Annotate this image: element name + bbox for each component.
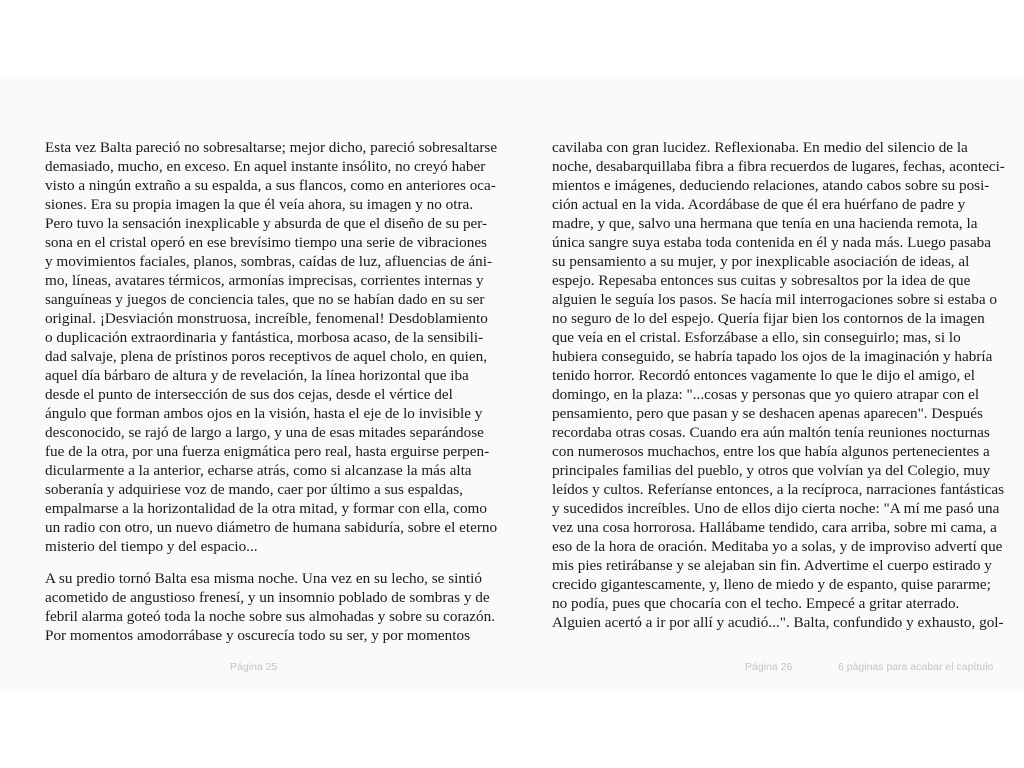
text-line: fue de la otra, por una fuerza enigmática pero real, hasta erguirse perpen- [45, 443, 490, 460]
text-line: mis pies retirábanse y se alejaban sin fin. Advertime el cuerpo estirado y [552, 557, 992, 574]
text-line: dicularmente a la anterior, echarse atrás, como si alcanzase la más alta [45, 462, 472, 479]
text-line: soberanía y adquiriese voz de mando, caer por último a sus espaldas, [45, 481, 463, 498]
text-line: Pero tuvo la sensación inexplicable y absurda de que el diseño de su per- [45, 215, 488, 232]
text-line: desde el punto de intersección de sus dos cejas, desde el vértice del [45, 386, 453, 403]
text-line: leídos y cultos. Referíanse entonces, a la recíproca, narraciones fantásticas [552, 481, 1005, 498]
text-line: única sangre suya estaba toda contenida en él y nada más. Luego pasaba [552, 234, 991, 251]
page-number-right: Página 26 [745, 661, 793, 673]
text-line: madre, y que, salvo una hermana que tenía en una hacienda remota, la [552, 215, 978, 232]
text-line: o duplicación extraordinaria y fantástica, morbosa acaso, de la sensibili- [45, 329, 484, 346]
book-reader [0, 77, 1024, 691]
text-line: con numerosos muchachos, entre los que había algunos pertenecientes a [552, 443, 990, 460]
pages-remaining-in-chapter: 6 páginas para acabar el capítulo [838, 661, 994, 673]
text-line: su pensamiento a su mujer, y por inexplicable asociación de ideas, al [552, 253, 970, 270]
text-line: principales familias del pueblo, y otros que volvían ya del Colegio, muy [552, 462, 991, 479]
text-line: febril alarma goteó toda la noche sobre sus almohadas y sobre su corazón. [45, 608, 495, 625]
text-line: noche, desabarquillaba fibra a fibra recuerdos de lugares, fechas, aconteci- [552, 158, 1005, 175]
text-line: empalmarse a la horizontalidad de la otra mitad, y formar con ella, como [45, 500, 487, 517]
text-line: A su predio tornó Balta esa misma noche. Una vez en su lecho, se sintió [45, 570, 482, 587]
paragraph-gap [45, 556, 485, 569]
paragraph [552, 138, 1005, 632]
text-line: visto a ningún extraño a su espalda, a sus flancos, como en anteriores oca- [45, 177, 496, 194]
text-line: misterio del tiempo y del espacio... [45, 538, 258, 555]
text-line: hubiera conseguido, se habría tapado los ojos de la imaginación y habría [552, 348, 993, 365]
text-line: domingo, en la plaza: "...cosas y personas que yo quiero atrapar con el [552, 386, 980, 403]
text-line: no seguro de lo del espejo. Quería fijar bien los contornos de la imagen [552, 310, 985, 327]
text-line: ángulo que forman ambos ojos en la visión, hasta el eje de lo invisible y [45, 405, 483, 422]
text-line: aquel día bárbaro de altura y de revelación, la línea horizontal que iba [45, 367, 469, 384]
text-line: un radio con otro, un nuevo diámetro de humana sabiduría, sobre el eterno [45, 519, 498, 536]
text-line: dad salvaje, plena de prístinos poros receptivos de aquel cholo, en quien, [45, 348, 487, 365]
text-line: no podía, pues que chocaría con el techo. Empecé a gritar aterrado. [552, 595, 960, 612]
text-line: desconocido, se rajó de largo a largo, y una de esas mitades separándose [45, 424, 484, 441]
text-line: ción actual en la vida. Acordábase de que él era huérfano de padre y [552, 196, 966, 213]
text-line: original. ¡Desviación monstruosa, increíble, fenomenal! Desdoblamiento [45, 310, 488, 327]
text-line: recordaba otras cosas. Cuando era aún maltón tenía reuniones nocturnas [552, 424, 990, 441]
page-number-left: Página 25 [230, 661, 278, 673]
text-line: vez una cosa horrorosa. Hallábame tendido, cara arriba, sobre mi cama, a [552, 519, 997, 536]
text-line: crecido gigantescamente, y, lleno de miedo y de espanto, quise pararme; [552, 576, 991, 593]
text-line: tenido horror. Recordó entonces vagamente lo que le dijo el amigo, el [552, 367, 976, 384]
text-line: acometido de angustioso frenesí, y un insomnio poblado de sombras y de [45, 589, 490, 606]
text-line: mo, líneas, avatares térmicos, armonías imprecisas, corrientes internas y [45, 272, 484, 289]
text-line: mientos e imágenes, deduciendo relaciones, atando cabos sobre su posi- [552, 177, 990, 194]
paragraph [45, 569, 495, 645]
text-line: sanguíneas y juegos de conciencia tales, que no se habían dado en su ser [45, 291, 485, 308]
text-line: y sucedidos increíbles. Uno de ellos dijo cierta noche: "A mí me pasó una [552, 500, 1000, 517]
text-line: sona en el cristal operó en ese brevísimo tiempo una serie de vibraciones [45, 234, 487, 251]
text-line: siones. Era su propia imagen la que él veía ahora, su imagen y no otra. [45, 196, 474, 213]
text-line: que veía en el cristal. Esforzábase a ello, sin conseguirlo; mas, si lo [552, 329, 961, 346]
text-line: eso de la hora de oración. Meditaba yo a solas, y de improviso advertí que [552, 538, 1003, 555]
paragraph [45, 138, 498, 556]
text-line: cavilaba con gran lucidez. Reflexionaba. En medio del silencio de la [552, 139, 968, 156]
text-line: alguien le seguía los pasos. Se hacía mil interrogaciones sobre si estaba o [552, 291, 997, 308]
text-line: pensamiento, pero que pasan y se deshacen apenas aparecen". Después [552, 405, 983, 422]
text-line: demasiado, mucho, en exceso. En aquel instante insólito, no creyó haber [45, 158, 486, 175]
text-line: Por momentos amodorrábase y oscurecía todo su ser, y por momentos [45, 627, 470, 644]
right-page[interactable] [552, 138, 1005, 632]
text-line: Alguien acertó a ir por allí y acudió...". Balta, confundido y exhausto, gol- [552, 614, 1004, 631]
left-page[interactable] [45, 138, 498, 645]
text-line: espejo. Repesaba entonces sus cuitas y sobresaltos por la idea de que [552, 272, 971, 289]
text-line: Esta vez Balta pareció no sobresaltarse; mejor dicho, pareció sobresaltarse [45, 139, 498, 156]
text-line: y movimientos faciales, planos, sombras, caídas de luz, afluencias de áni- [45, 253, 493, 270]
